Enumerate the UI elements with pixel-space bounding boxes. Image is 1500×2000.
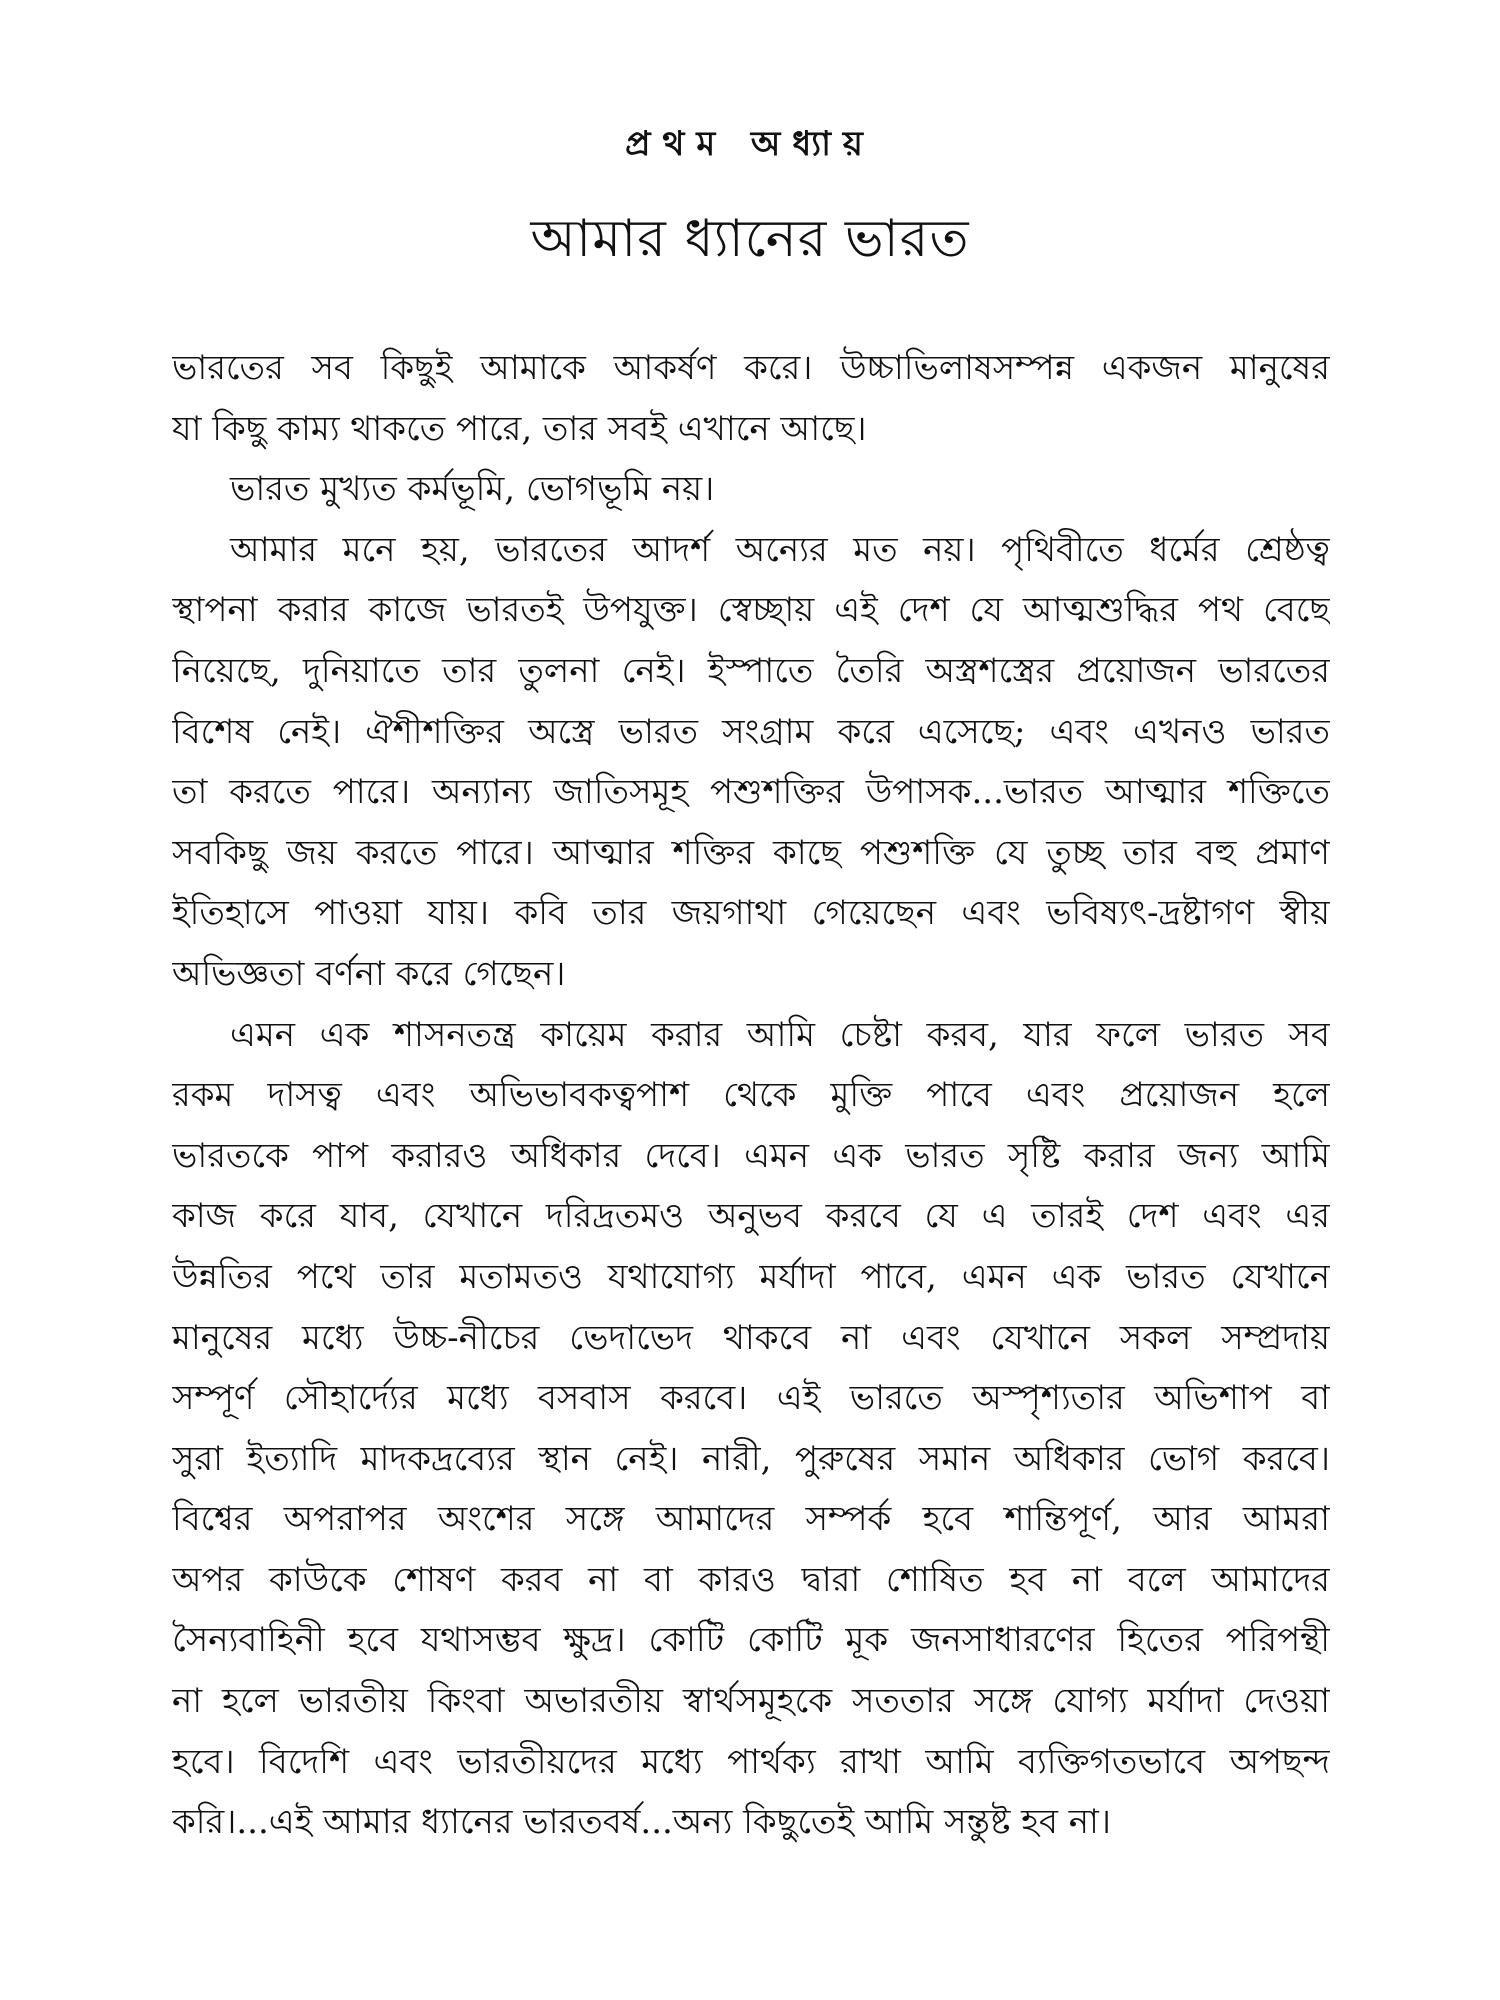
text-line: উন্নতির পথে তার মতামতও যথাযোগ্য মর্যাদা পাবে, এমন এক ভারত যেখানে: [172, 1256, 1330, 1297]
text-line: সুরা ইত্যাদি মাদকদ্রব্যের স্থান নেই। নারী, পুরুষের সমান অধিকার ভোগ করবে।: [172, 1438, 1330, 1479]
paragraph: [172, 520, 1330, 1005]
text-line: না হলে ভারতীয় কিংবা অভারতীয় স্বার্থসমূহকে সততার সঙ্গে যোগ্য মর্যাদা দেওয়া: [172, 1681, 1330, 1722]
text-line: কাজ করে যাব, যেখানে দরিদ্রতমও অনুভব করবে যে এ তারই দেশ এবং এর: [172, 1196, 1330, 1237]
text-line: হবে। বিদেশি এবং ভারতীয়দের মধ্যে পার্থক্য রাখা আমি ব্যক্তিগতভাবে অপছন্দ: [172, 1741, 1330, 1782]
body-text: [172, 338, 1330, 1853]
paragraph: [172, 338, 1330, 459]
text-line: আমার মনে হয়, ভারতের আদর্শ অন্যের মত নয়। পৃথিবীতে ধর্মের শ্রেষ্ঠত্ব: [230, 529, 1330, 570]
text-line: সম্পূর্ণ সৌহার্দ্যের মধ্যে বসবাস করবে। এই ভারতে অস্পৃশ্যতার অভিশাপ বা: [172, 1378, 1330, 1419]
text-line: স্থাপনা করার কাজে ভারতই উপযুক্ত। স্বেচ্ছায় এই দেশ যে আত্মশুদ্ধির পথ বেছে: [172, 590, 1330, 631]
text-line: করি।...এই আমার ধ্যানের ভারতবর্ষ...অন্য কিছুতেই আমি সন্তুষ্ট হব না।: [172, 1802, 1112, 1843]
paragraph: [172, 1005, 1330, 1853]
text-line: ইতিহাসে পাওয়া যায়। কবি তার জয়গাথা গেয়েছেন এবং ভবিষ্যৎ-দ্রষ্টাগণ স্বীয়: [172, 893, 1330, 934]
text-line: নিয়েছে, দুনিয়াতে তার তুলনা নেই। ইস্পাতে তৈরি অস্ত্রশস্ত্রের প্রয়োজন ভারতের: [172, 650, 1330, 691]
text-line: বিশ্বের অপরাপর অংশের সঙ্গে আমাদের সম্পর্ক হবে শান্তিপূর্ণ, আর আমরা: [172, 1499, 1330, 1540]
text-line: ভারতের সব কিছুই আমাকে আকর্ষণ করে। উচ্চাভিলাষসম্পন্ন একজন মানুষের: [172, 348, 1330, 388]
text-line: সবকিছু জয় করতে পারে। আত্মার শক্তির কাছে পশুশক্তি যে তুচ্ছ তার বহু প্রমাণ: [172, 832, 1330, 873]
text-line: তা করতে পারে। অন্যান্য জাতিসমূহ পশুশক্তির উপাসক...ভারত আত্মার শক্তিতে: [172, 772, 1330, 813]
text-line: এমন এক শাসনতন্ত্র কায়েম করার আমি চেষ্টা করব, যার ফলে ভারত সব: [230, 1014, 1330, 1055]
text-line: ভারত মুখ্যত কর্মভূমি, ভোগভূমি নয়।: [230, 469, 715, 510]
text-line: যা কিছু কাম্য থাকতে পারে, তার সবই এখানে আছে।: [172, 408, 867, 449]
text-line: অভিজ্ঞতা বর্ণনা করে গেছেন।: [172, 953, 566, 994]
text-line: অপর কাউকে শোষণ করব না বা কারও দ্বারা শোষিত হব না বলে আমাদের: [172, 1559, 1330, 1600]
text-line: রকম দাসত্ব এবং অভিভাবকত্বপাশ থেকে মুক্তি পাবে এবং প্রয়োজন হলে: [172, 1075, 1330, 1116]
paragraph: [172, 459, 1330, 520]
chapter-label: প্রথম অধ্যায়: [625, 124, 875, 164]
text-line: মানুষের মধ্যে উচ্চ-নীচের ভেদাভেদ থাকবে না এবং যেখানে সকল সম্প্রদায়: [172, 1317, 1330, 1358]
text-line: বিশেষ নেই। ঐশীশক্তির অস্ত্রে ভারত সংগ্রাম করে এসেছে; এবং এখনও ভারত: [172, 711, 1330, 752]
text-line: সৈন্যবাহিনী হবে যথাসম্ভব ক্ষুদ্র। কোটি কোটি মূক জনসাধারণের হিতের পরিপন্থী: [172, 1620, 1330, 1661]
text-line: ভারতকে পাপ করারও অধিকার দেবে। এমন এক ভারত সৃষ্টি করার জন্য আমি: [172, 1135, 1330, 1176]
chapter-title: আমার ধ্যানের ভারত: [530, 209, 970, 269]
